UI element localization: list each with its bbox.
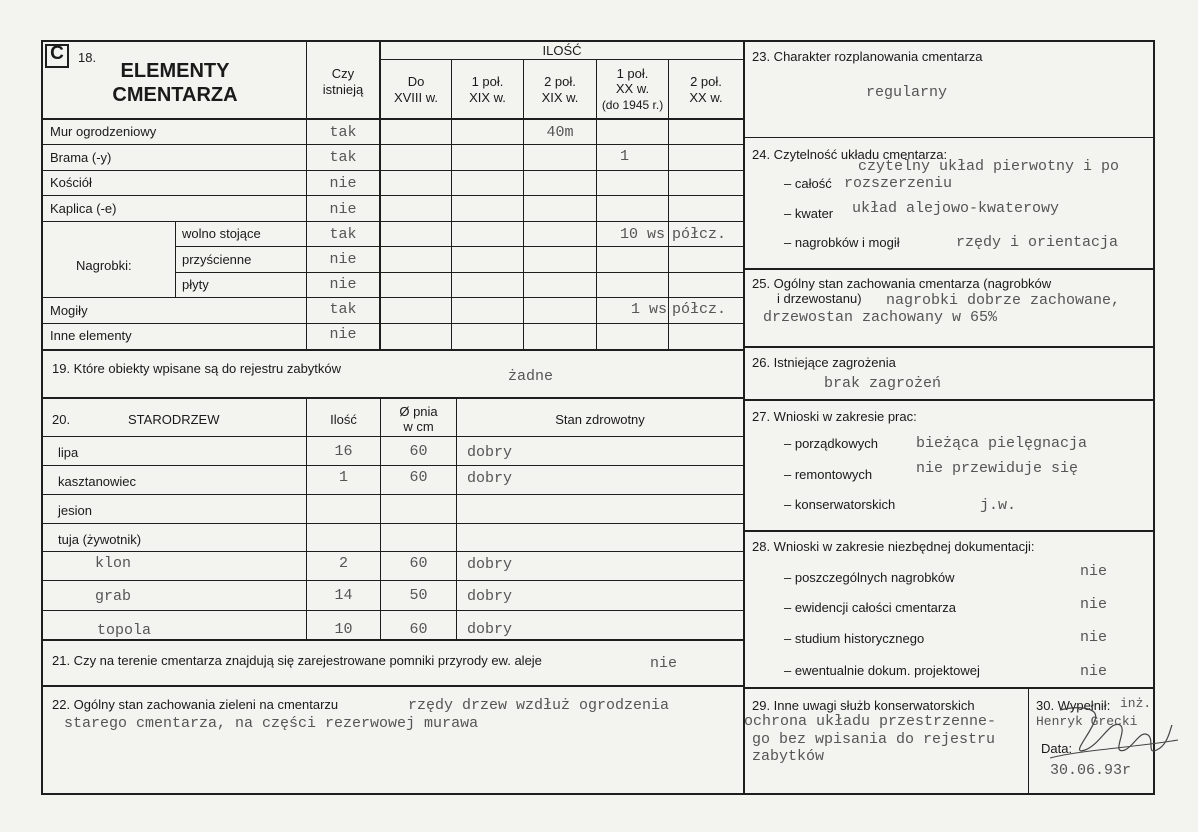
tree-name-klon: klon	[95, 555, 132, 572]
tree-count-topola: 10	[334, 621, 353, 638]
tree-count-grab: 14	[334, 587, 353, 604]
period-header-1-line2: XVIII w.	[393, 90, 439, 105]
tree-diameter-grab: 50	[409, 587, 428, 604]
tree-health-klon: dobry	[467, 556, 513, 573]
q24-nagrobkow-label: – nagrobków i mogił	[784, 235, 900, 250]
q24-nagrobkow-value: rzędy i orientacja	[956, 234, 1119, 251]
tree-name-topola: topola	[97, 622, 152, 639]
q28-item-2-label: – ewidencji całości cmentarza	[784, 600, 956, 615]
q27-item-1-value: bieżąca pielęgnacja	[916, 435, 1088, 452]
q19-label: 19. Które obiekty wpisane są do rejestru zabytków	[52, 361, 342, 376]
q20-title: STARODRZEW	[128, 412, 220, 427]
q27-item-2-value: nie przewiduje się	[916, 460, 1079, 477]
tree-diameter-topola: 60	[409, 621, 428, 638]
frame-left	[41, 40, 43, 795]
q20-col-stan: Stan zdrowotny	[555, 412, 645, 427]
row-label-inne: Inne elementy	[50, 328, 132, 343]
tree-health-lipa: dobry	[467, 444, 513, 461]
q23-label: 23. Charakter rozplanowania cmentarza	[752, 49, 983, 64]
row-exists-mur: tak	[329, 124, 357, 141]
q22-label: 22. Ogólny stan zachowania zieleni na cmentarzu	[52, 697, 339, 712]
q29-value-3: zabytków	[752, 748, 825, 765]
row-exists-mogily: tak	[329, 301, 357, 318]
tree-health-topola: dobry	[467, 621, 513, 638]
row-value-brama: 1	[619, 148, 629, 165]
q24-label: 24. Czytelność układu cmentarza:	[752, 147, 948, 162]
q24-calosc-value-2: rozszerzeniu	[844, 175, 953, 192]
tree-health-kasztanowiec: dobry	[467, 470, 513, 487]
q24-kwater-value: układ alejowo-kwaterowy	[852, 200, 1060, 217]
row-exists-inne: nie	[329, 326, 357, 343]
q28-item-2-value: nie	[1080, 596, 1108, 613]
row-note-wolno: półcz.	[672, 226, 727, 243]
period-header-3-line1: 2 poł.	[544, 74, 576, 89]
elements-title-line1: ELEMENTY	[120, 60, 230, 82]
row-label-plyty: płyty	[182, 277, 209, 292]
signature	[1040, 700, 1180, 770]
q25-value-1: nagrobki dobrze zachowane,	[886, 292, 1121, 309]
row-exists-wolno: tak	[329, 226, 357, 243]
q29-value-2: go bez wpisania do rejestru	[752, 731, 996, 748]
q29-label: 29. Inne uwagi służb konserwatorskich	[752, 698, 975, 713]
period-header-5-line2: XX w.	[689, 90, 723, 105]
row-note-mogily: półcz.	[672, 301, 727, 318]
tree-count-lipa: 16	[334, 443, 353, 460]
q30-author: Henryk Grecki	[1036, 714, 1138, 729]
tree-count-klon: 2	[338, 555, 348, 572]
czy-istnieja-line2: istnieją	[322, 82, 364, 97]
period-header-4-line3: (do 1945 r.)	[601, 98, 664, 112]
q30-date-label: Data:	[1041, 741, 1073, 756]
frame-top	[41, 40, 1155, 42]
q29-value-1: ochrona układu przestrzenne-	[744, 713, 997, 730]
q24-calosc-label: – całość	[784, 176, 832, 191]
czy-istnieja-line1: Czy	[331, 66, 355, 81]
q27-item-2-label: – remontowych	[784, 467, 873, 482]
row-label-kaplica: Kaplica (-e)	[50, 201, 117, 216]
q26-label: 26. Istniejące zagrożenia	[752, 355, 896, 370]
row-exists-plyty: nie	[329, 276, 357, 293]
row-label-mogily: Mogiły	[50, 303, 88, 318]
ilosc-divider	[380, 59, 743, 60]
q20-col-ilosc: Ilość	[330, 412, 357, 427]
tree-name-jesion: jesion	[58, 503, 92, 518]
row-exists-kaplica: nie	[329, 201, 357, 218]
period-header-2-line1: 1 poł.	[471, 74, 504, 89]
row-label-kosciol: Kościół	[50, 175, 92, 190]
q22-value-line1: rzędy drzew wzdłuż ogrodzenia	[408, 697, 670, 714]
section-18-number: 18.	[78, 50, 97, 65]
q22-value-line2: starego cmentarza, na części rezerwowej murawa	[64, 715, 479, 732]
s21-bottom	[41, 685, 744, 687]
q28-item-1-value: nie	[1080, 563, 1108, 580]
q27-label: 27. Wnioski w zakresie prac:	[752, 409, 917, 424]
frame-right	[1153, 40, 1155, 795]
q30-date: 30.06.93r	[1050, 762, 1132, 779]
q28-item-4-label: – ewentualnie dokum. projektowej	[784, 663, 980, 678]
tree-diameter-klon: 60	[409, 555, 428, 572]
column-divider	[743, 40, 745, 795]
row-value-wolno: 10 ws	[620, 226, 666, 243]
tree-name-kasztanowiec: kasztanowiec	[58, 474, 137, 489]
row-value-mogily: 1 ws	[631, 301, 668, 318]
row-label-wolno: wolno stojące	[182, 226, 261, 241]
row-exists-przyscienne: nie	[329, 251, 357, 268]
q28-item-3-value: nie	[1080, 629, 1108, 646]
q28-item-3-label: – studium historycznego	[784, 631, 925, 646]
period-header-4-line2: XX w.	[615, 81, 650, 96]
ilosc-heading: ILOŚĆ	[542, 43, 582, 58]
s18-header-bottom	[41, 118, 744, 120]
row-label-przyscienne: przyścienne	[182, 252, 252, 267]
q21-label: 21. Czy na terenie cmentarza znajdują się zarejestrowane pomniki przyrody ew. aleje	[52, 653, 542, 668]
q19-value: żadne	[508, 368, 554, 385]
q24-kwater-label: – kwater	[784, 206, 834, 221]
period-header-4-line1: 1 poł.	[616, 66, 649, 81]
section-letter: C	[50, 43, 64, 64]
q30-label: 30. Wypełnił:	[1036, 698, 1111, 713]
q20-col-pnia-2: w cm	[403, 419, 434, 434]
row-value-mur: 40m	[546, 124, 574, 141]
q28-label: 28. Wnioski w zakresie niezbędnej dokumentacji:	[752, 539, 1035, 554]
q25-label-2: i drzewostanu)	[777, 291, 862, 306]
q27-item-3-label: – konserwatorskich	[784, 497, 896, 512]
tree-count-kasztanowiec: 1	[338, 469, 348, 486]
tree-name-lipa: lipa	[58, 445, 79, 460]
q30-author-title: inż.	[1120, 696, 1152, 711]
q28-item-1-label: – poszczególnych nagrobków	[784, 570, 955, 585]
q27-item-3-value: j.w.	[980, 497, 1017, 514]
period-header-2-line2: XIX w.	[469, 90, 506, 105]
row-label-brama: Brama (-y)	[50, 150, 112, 165]
q27-item-1-label: – porządkowych	[784, 436, 878, 451]
q25-value-2: drzewostan zachowany w 65%	[763, 309, 998, 326]
s18-bottom	[41, 349, 744, 351]
tree-name-grab: grab	[95, 588, 132, 605]
q23-value: regularny	[866, 84, 948, 101]
q28-item-4-value: nie	[1080, 663, 1108, 680]
tree-diameter-kasztanowiec: 60	[409, 469, 428, 486]
q21-value: nie	[650, 655, 678, 672]
tree-name-tuja: tuja (żywotnik)	[58, 532, 142, 547]
tree-health-grab: dobry	[467, 588, 513, 605]
period-header-5-line1: 2 poł.	[690, 74, 722, 89]
row-exists-brama: tak	[329, 149, 357, 166]
row-label-mur: Mur ogrodzeniowy	[50, 124, 157, 139]
q20-col-pnia-1: Ø pnia	[399, 404, 438, 419]
nagrobki-label: Nagrobki:	[76, 258, 132, 273]
q24-calosc-value-1: czytelny układ pierwotny i po	[858, 158, 1120, 175]
row-exists-kosciol: nie	[329, 175, 357, 192]
period-header-1-line1: Do	[407, 74, 425, 89]
q26-value: brak zagrożeń	[824, 375, 942, 392]
frame-bottom	[41, 793, 1155, 795]
q25-label-1: 25. Ogólny stan zachowania cmentarza (nagrobków	[752, 276, 1052, 291]
s19-bottom	[41, 397, 744, 399]
q20-number: 20.	[52, 412, 71, 427]
tree-diameter-lipa: 60	[409, 443, 428, 460]
s20-bottom	[41, 639, 744, 641]
period-header-3-line2: XIX w.	[541, 90, 579, 105]
elements-title-line2: CMENTARZA	[112, 84, 238, 106]
